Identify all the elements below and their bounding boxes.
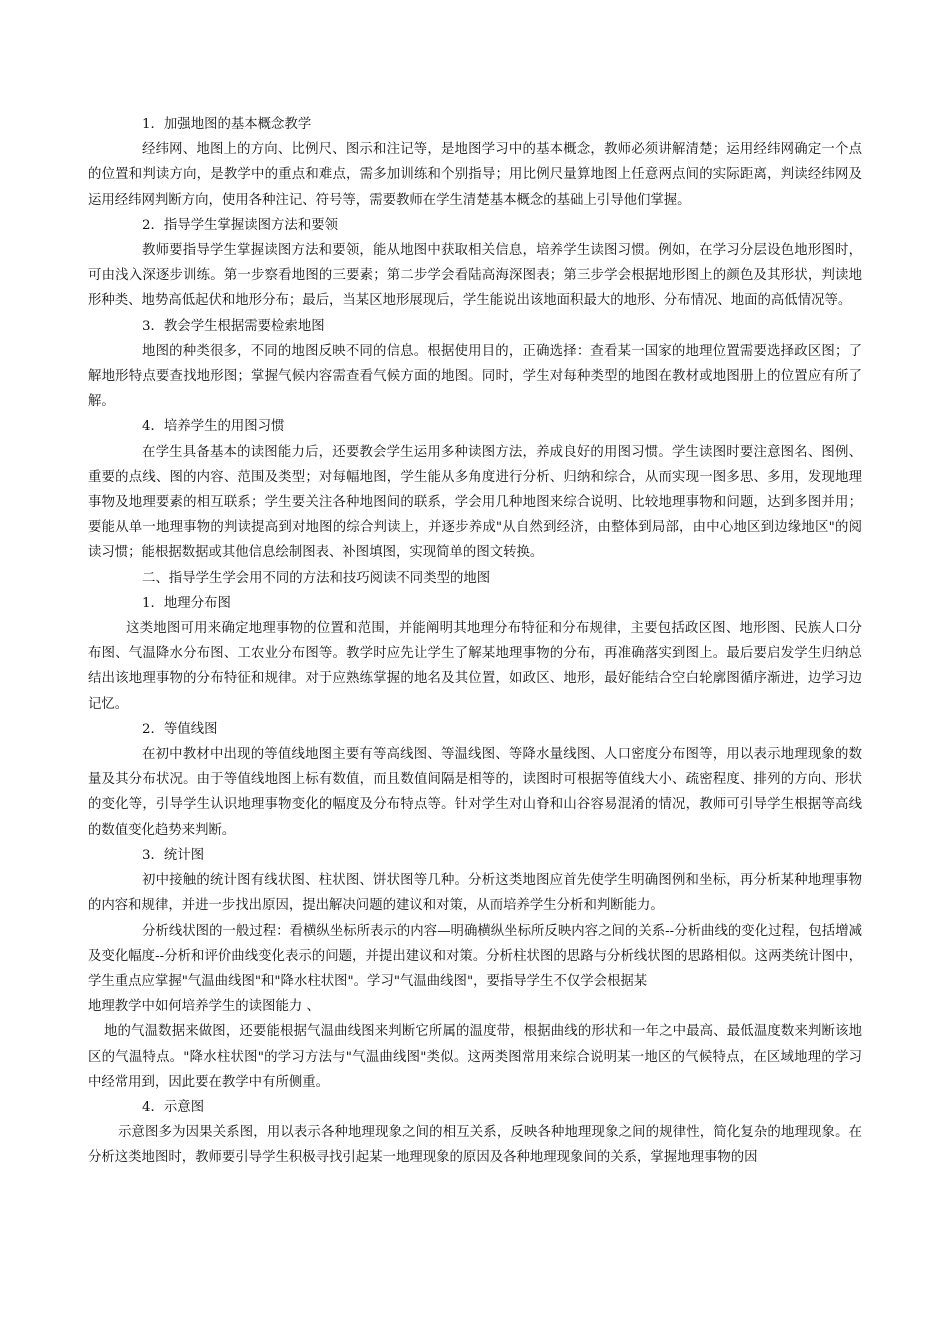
section-heading: 4．培养学生的用图习惯 <box>142 419 285 435</box>
paragraph: 分析线状图的一般过程：看横纵坐标所表示的内容—明确横纵坐标所反映内容之间的关系--分析曲线的变化过程，包括增减及变化幅度--分析和评价曲线变化表示的问题，并提出建议和对策。分析柱状图的思路与分析线状图的思路相似。这两类统计图中，学生重点应掌握"气温曲线图"和"降水柱状图"。学习"气温曲线图"，要指导学生不仅学会根据某 <box>88 923 862 989</box>
section-heading: 2．等值线图 <box>142 721 218 737</box>
paragraph: 教师要指导学生掌握读图方法和要领，能从地图中获取相关信息，培养学生读图习惯。例如，在学习分层设色地形图时，可由浅入深逐步训练。第一步察看地图的三要素；第二步学会看陆高海深图表；第三步学会根据地形图上的颜色及其形状，判读地形种类、地势高低起伏和地形分布；最后，当某区地形展现后，学生能说出该地面积最大的地形、分布情况、地面的高低情况等。 <box>88 243 862 309</box>
document-body <box>88 112 862 1171</box>
paragraph: 在初中教材中出现的等值线地图主要有等高线图、等温线图、等降水量线图、人口密度分布图等，用以表示地理现象的数量及其分布状况。由于等值线地图上标有数值，而且数值间隔是相等的，读图时可根据等值线大小、疏密程度、排列的方向、形状的变化等，引导学生认识地理事物变化的幅度及分布特点等。针对学生对山脊和山谷容易混淆的情况，教师可引导学生根据等高线的数值变化趋势来判断。 <box>88 747 862 838</box>
section-heading: 3．教会学生根据需要检索地图 <box>142 318 325 334</box>
paragraph: 在学生具备基本的读图能力后，还要教会学生运用多种读图方法，养成良好的用图习惯。学生读图时要注意图名、图例、重要的点线、图的内容、范围及类型；对每幅地图，学生能从多角度进行分析、归纳和综合，从而实现一图多思、多用，发现地理事物及地理要素的相互联系；学生要关注各种地图间的联系，学会用几种地图来综合说明、比较地理事物和问题，达到多图并用；要能从单一地理事物的判读提高到对地图的综合判读上，并逐步养成"从自然到经济，由整体到局部，由中心地区到边缘地区"的阅读习惯；能根据数据或其他信息绘制图表、补图填图，实现简单的图文转换。 <box>88 444 862 561</box>
section-heading: 1．加强地图的基本概念教学 <box>142 117 312 132</box>
paragraph: 示意图多为因果关系图，用以表示各种地理现象之间的相互关系，反映各种地理现象之间的规律性，简化复杂的地理现象。在分析这类地图时，教师要引导学生积极寻找引起某一地理现象的原因及各种地理现象间的关系，掌握地理事物的因 <box>88 1125 862 1166</box>
section-heading: 3．统计图 <box>142 847 205 863</box>
section-heading: 1．地理分布图 <box>142 595 231 611</box>
paragraph: 这类地图可用来确定地理事物的位置和范围，并能阐明其地理分布特征和分布规律，主要包括政区图、地形图、民族人口分布图、气温降水分布图、工农业分布图等。教学时应先让学生了解某地理事物的分布，再准确落实到图上。最后要启发学生归纳总结出该地理事物的分布特征和规律。对于应熟练掌握的地名及其位置，如政区、地形，最好能结合空白轮廓图循序渐进，边学习边记忆。 <box>88 621 862 712</box>
paragraph: 初中接触的统计图有线状图、柱状图、饼状图等几种。分析这类地图应首先使学生明确图例和坐标，再分析某种地理事物的内容和规律，并进一步找出原因，提出解决问题的建议和对策，从而培养学生分析和判断能力。 <box>88 873 862 914</box>
part-heading: 二、指导学生学会用不同的方法和技巧阅读不同类型的地图 <box>142 570 491 586</box>
section-heading: 2．指导学生掌握读图方法和要领 <box>142 217 338 233</box>
paragraph: 地的气温数据来做图，还要能根据气温曲线图来判断它所属的温度带，根据曲线的形状和一年之中最高、最低温度数来判断该地区的气温特点。"降水柱状图"的学习方法与"气温曲线图"类似。这两类图常用来综合说明某一地区的气候特点，在区域地理的学习中经常用到，因此要在教学中有所侧重。 <box>88 1024 862 1090</box>
paragraph: 地图的种类很多，不同的地图反映不同的信息。根据使用目的，正确选择：查看某一国家的地理位置需要选择政区图；了解地形特点要查找地形图；掌握气候内容需查看气候方面的地图。同时，学生对每种类型的地图在教材或地图册上的位置应有所了解。 <box>88 343 862 410</box>
paragraph: 经纬网、地图上的方向、比例尺、图示和注记等，是地图学习中的基本概念，教师必须讲解清楚；运用经纬网确定一个点的位置和判读方向，是教学中的重点和难点，需多加训练和个别指导；用比例尺量算地图上任意两点间的实际距离，判读经纬网及运用经纬网判断方向，使用各种注记、符号等，需要教师在学生清楚基本概念的基础上引导他们掌握。 <box>88 142 862 208</box>
running-title: 地理教学中如何培养学生的读图能力 、 <box>88 999 320 1015</box>
section-heading: 4．示意图 <box>142 1099 205 1115</box>
